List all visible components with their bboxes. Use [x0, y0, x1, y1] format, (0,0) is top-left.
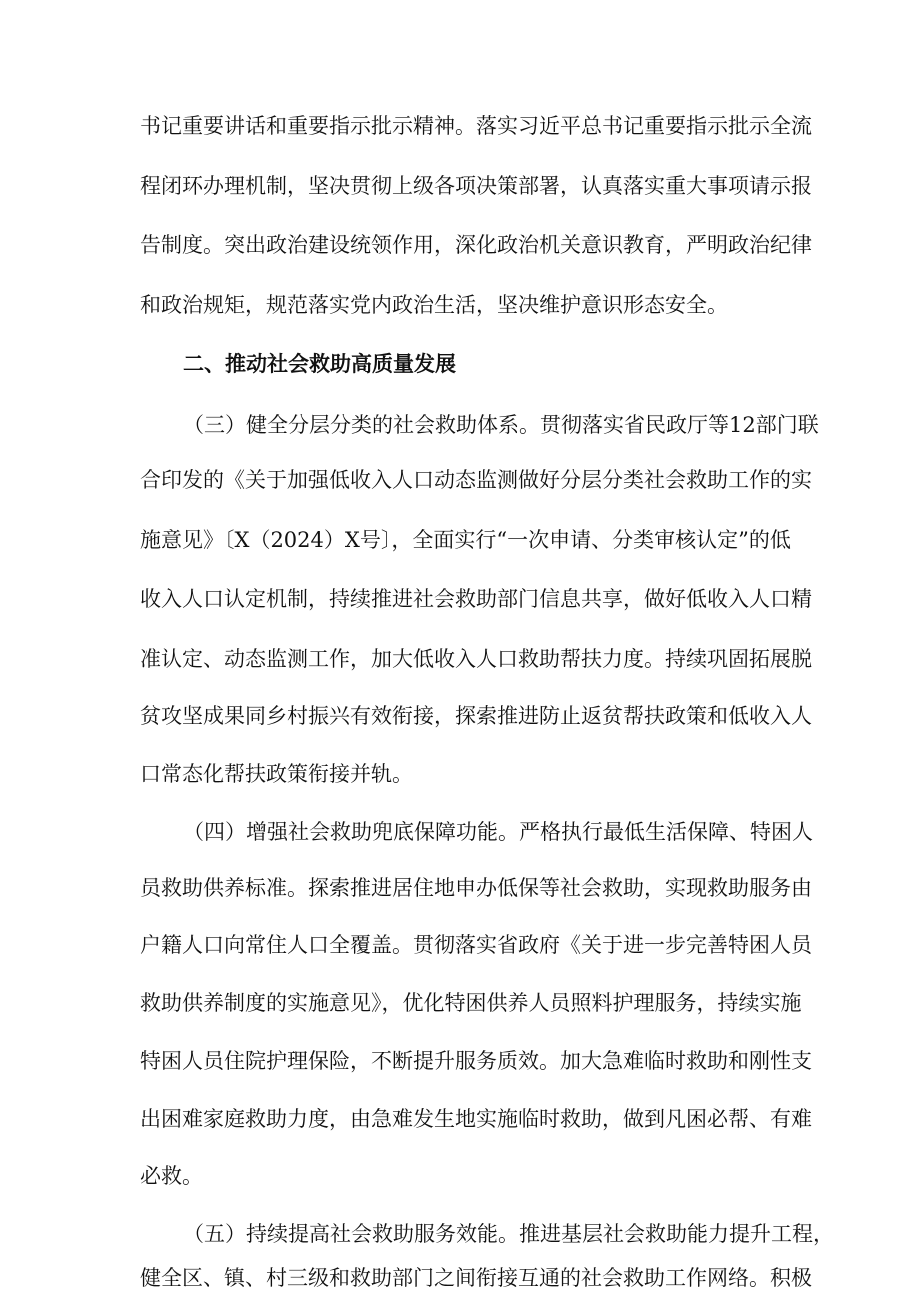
paragraph-3-line: 贫攻坚成果同乡村振兴有效衔接，探索推进防止返贫帮扶政策和低收入人: [140, 704, 812, 728]
paragraph-3-line: （三）健全分层分类的社会救助体系。贯彻落实省民政厅等12部门联: [183, 413, 819, 437]
body-text-line: 和政治规矩，规范落实党内政治生活，坚决维护意识形态安全。: [140, 293, 728, 317]
paragraph-4-line: 救助供养制度的实施意见》，优化特困供养人员照料护理服务，持续实施: [140, 991, 802, 1015]
paragraph-4-line: （四）增强社会救助兜底保障功能。严格执行最低生活保障、特困人: [183, 820, 813, 844]
body-text-line: 告制度。突出政治建设统领作用，深化政治机关意识教育，严明政治纪律: [140, 233, 812, 257]
paragraph-3-line: 准认定、动态监测工作，加大低收入人口救助帮扶力度。持续巩固拓展脱: [140, 647, 812, 671]
paragraph-5-line: （五）持续提高社会救助服务效能。推进基层社会救助能力提升工程，: [183, 1222, 834, 1246]
paragraph-5-line: 健全区、镇、村三级和救助部门之间衔接互通的社会救助工作网络。积极: [140, 1266, 812, 1290]
paragraph-4-line: 必救。: [140, 1164, 203, 1188]
paragraph-3-line: 合印发的《关于加强低收入人口动态监测做好分层分类社会救助工作的实: [140, 468, 812, 492]
body-text-line: 程闭环办理机制，坚决贯彻上级各项决策部署，认真落实重大事项请示报: [140, 174, 812, 198]
paragraph-4-line: 员救助供养标准。探索推进居住地申办低保等社会救助，实现救助服务由: [140, 876, 812, 900]
paragraph-3-line: 施意见》〔X（2024）X号〕，全面实行“一次申请、分类审核认定”的低: [140, 528, 791, 552]
section-heading: 二、推动社会救助高质量发展: [183, 352, 456, 376]
paragraph-4-line: 出困难家庭救助力度，由急难发生地实施临时救助，做到凡困必帮、有难: [140, 1107, 812, 1131]
body-text-line: 书记重要讲话和重要指示批示精神。落实习近平总书记重要指示批示全流: [140, 114, 812, 138]
paragraph-3-line: 口常态化帮扶政策衔接并轨。: [140, 762, 413, 786]
paragraph-4-line: 特困人员住院护理保险，不断提升服务质效。加大急难临时救助和刚性支: [140, 1049, 812, 1073]
paragraph-4-line: 户籍人口向常住人口全覆盖。贯彻落实省政府《关于进一步完善特困人员: [140, 933, 812, 957]
paragraph-3-line: 收入人口认定机制，持续推进社会救助部门信息共享，做好低收入人口精: [140, 587, 812, 611]
